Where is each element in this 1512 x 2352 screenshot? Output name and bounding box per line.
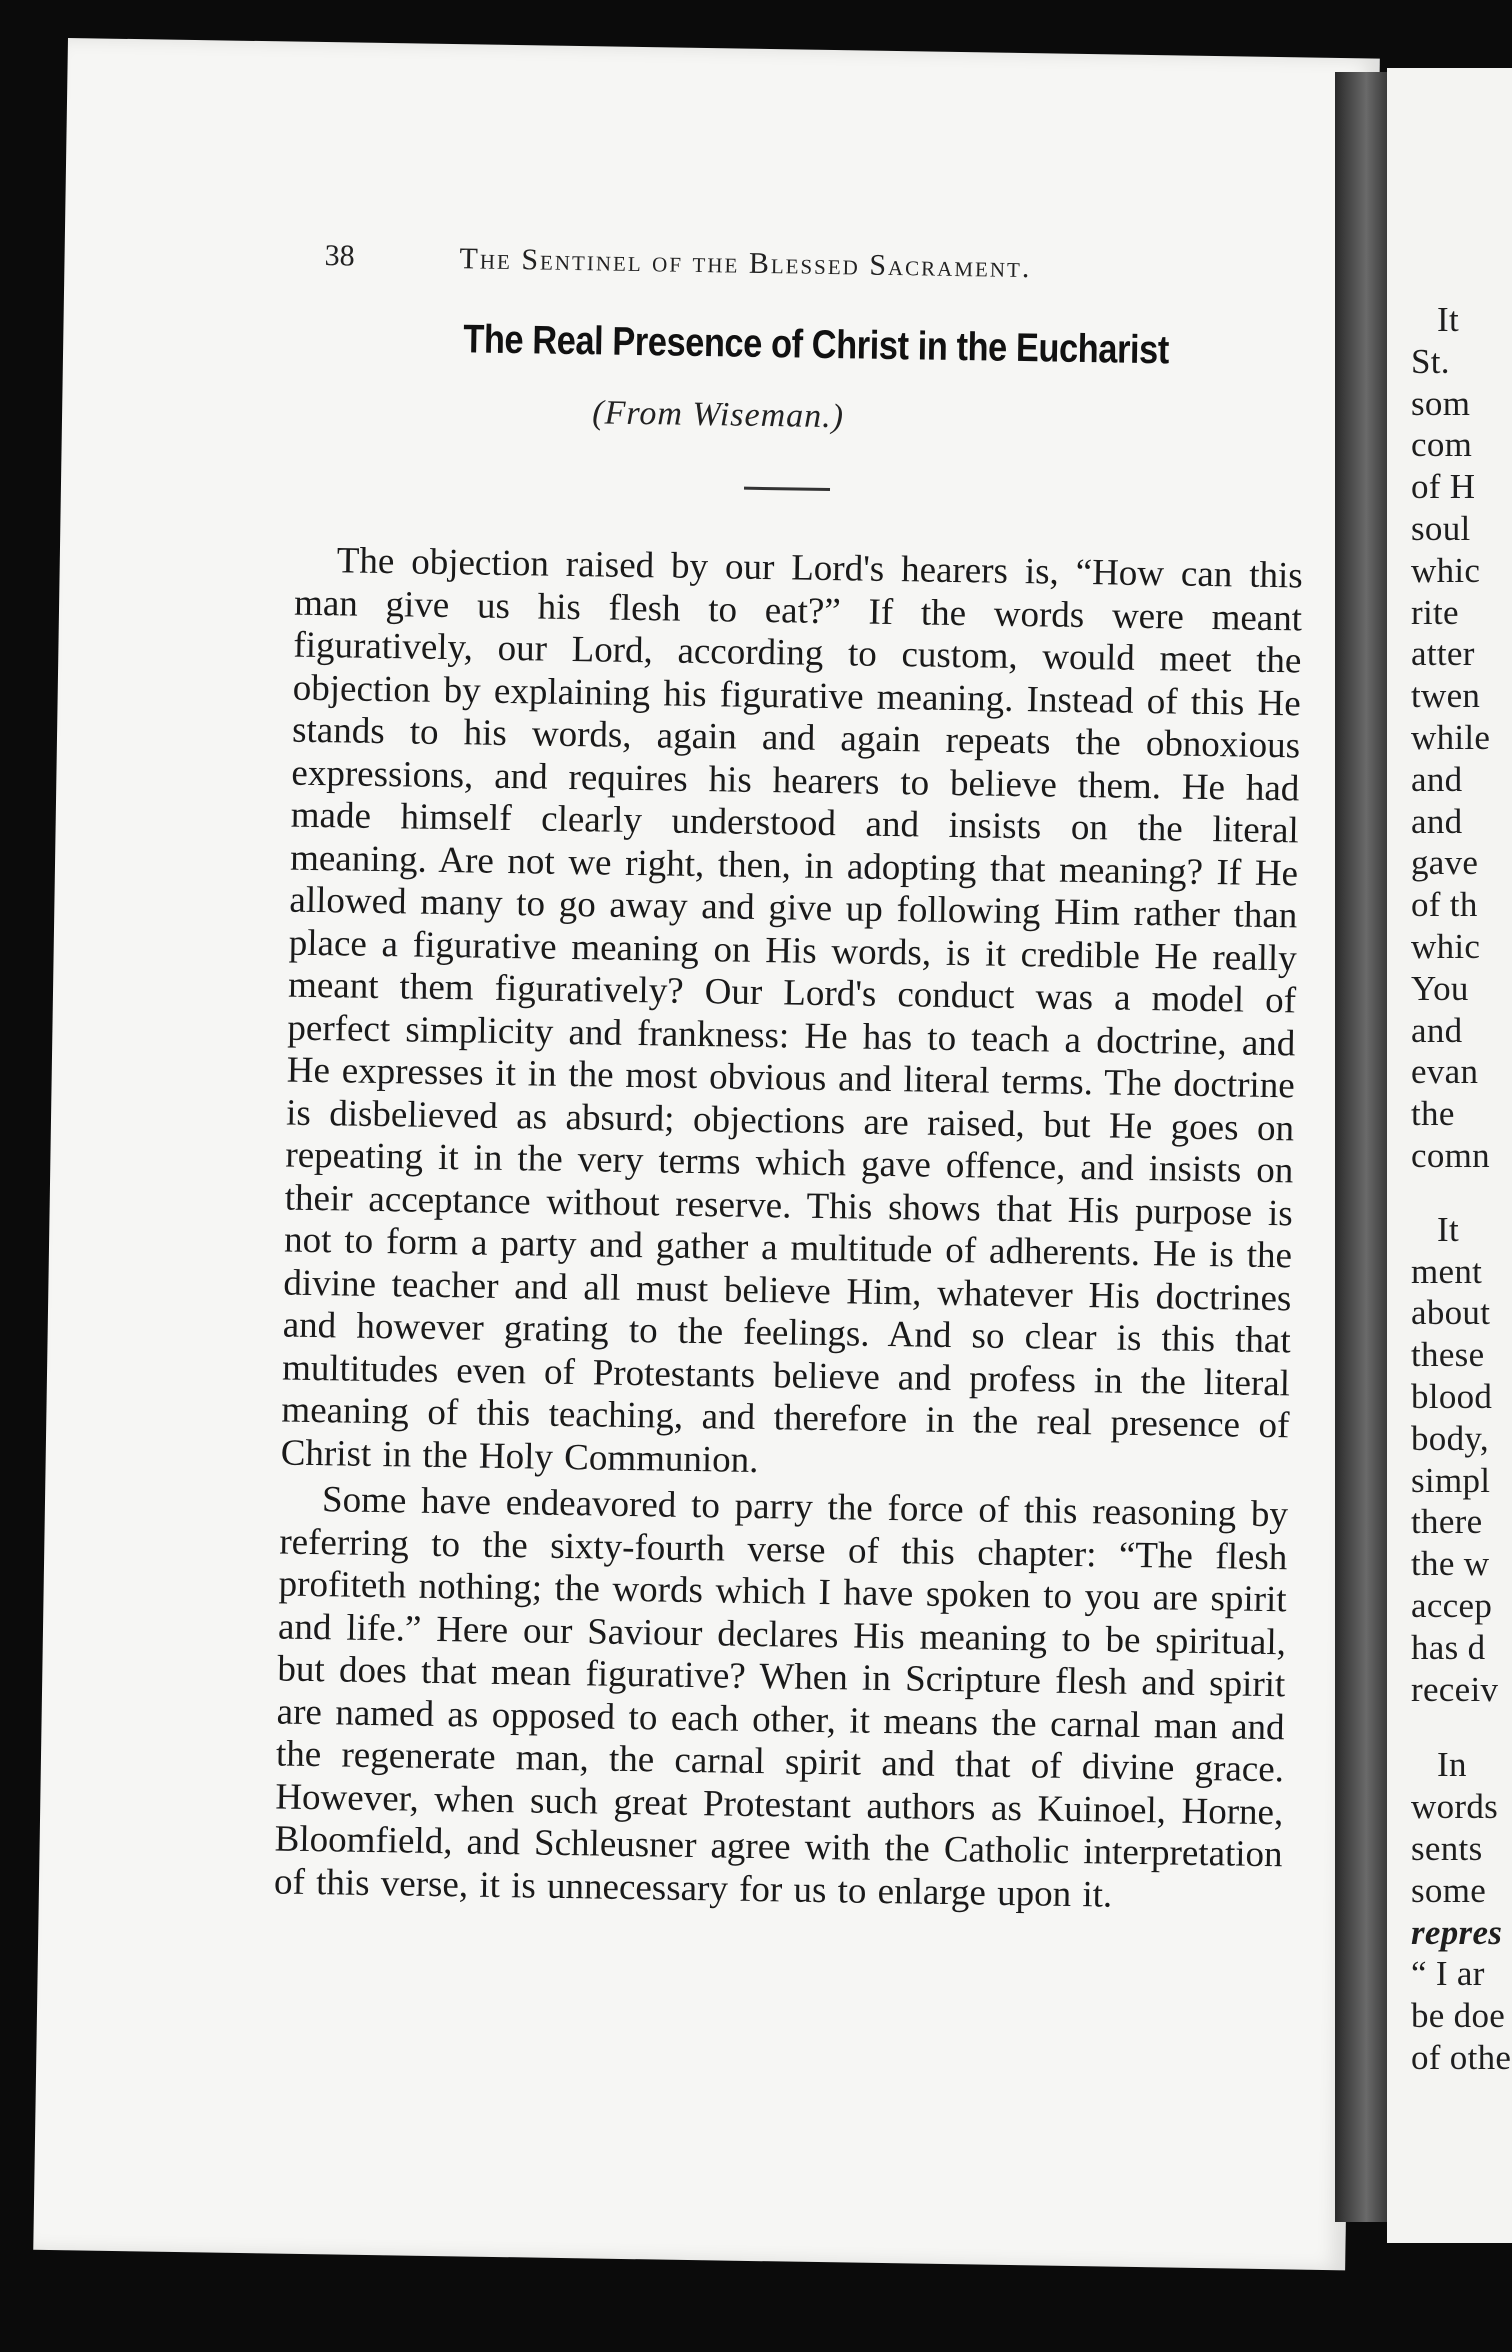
paragraph: Some have endeavored to parry the force of this reasoning by referring to the sixty-fourth verse of this chapter: “The flesh profiteth nothing; the words which I have spoken to you are spirit and life.” Here our Saviour declares His meaning to be spiritual, but does that mean figurative? When in Scripture flesh and spirit are named as opposed to each other, it means the carnal man and the regenerate man, the carnal spirit and that of divine grace. However, when such great Protestant authors as Kuinoel, Horne, Bloomfield, and Schleusner agree with the Catholic interpretation of this verse, it is unnecessary for us to enlarge upon it. xyxy=(273,1479,1289,1916)
facing-page-line: whic xyxy=(1411,550,1481,590)
facing-page-line: evan xyxy=(1411,1052,1479,1092)
facing-page-line: accep xyxy=(1411,1586,1493,1625)
facing-page-line: be doe xyxy=(1411,1996,1506,2036)
facing-page-line: of othe xyxy=(1411,2038,1512,2077)
facing-page-line: soul xyxy=(1411,509,1471,548)
facing-page-line: St. xyxy=(1411,341,1450,381)
facing-page xyxy=(1387,68,1512,2243)
facing-page-line: It xyxy=(1437,1209,1459,1249)
facing-page-line: there xyxy=(1411,1502,1483,1542)
facing-page-line: has d xyxy=(1411,1627,1486,1667)
page-number: 38 xyxy=(324,239,355,273)
facing-page-line: It xyxy=(1437,300,1459,339)
facing-page-line: repres xyxy=(1411,1912,1503,1952)
facing-page-line: sents xyxy=(1411,1829,1483,1868)
facing-page-line: rite xyxy=(1411,592,1459,632)
article-title: The Real Presence of Christ in the Eucharist xyxy=(462,317,1170,373)
facing-page-line: while xyxy=(1411,718,1491,757)
facing-page-line: the xyxy=(1411,1094,1455,1134)
facing-page-line: the w xyxy=(1411,1544,1490,1584)
facing-page-line: and xyxy=(1411,759,1463,799)
book-page xyxy=(33,38,1380,2270)
facing-page-line: of H xyxy=(1411,467,1476,507)
facing-page-line: and xyxy=(1411,1010,1463,1050)
facing-page-line: atter xyxy=(1411,634,1475,674)
facing-page-line: and xyxy=(1411,801,1463,841)
facing-page-line: som xyxy=(1411,383,1471,423)
book-spine-shadow xyxy=(1335,72,1387,2222)
facing-page-line: ment xyxy=(1411,1251,1483,1291)
facing-page-line: comn xyxy=(1411,1136,1490,1175)
facing-page-line: body, xyxy=(1411,1418,1489,1458)
facing-page-line: receiv xyxy=(1411,1669,1499,1709)
facing-page-line: words xyxy=(1411,1787,1499,1827)
facing-page-line: simpl xyxy=(1411,1460,1491,1500)
paragraph: The objection raised by our Lord's hearers is, “How can this man give us his flesh to eat?” If the words were meant figuratively, our Lord, according to custom, would meet the objection by explaining his figurative meaning. Instead of this He stands to his words, again and again repeats the obnoxious expressions, and requires his hearers to believe them. He had made himself clearly understood and insists on the literal meaning. Are not we right, then, in adopting that meaning? If He allowed many to go away and give up following Him rather than place a figurative meaning on His words, is it credible He really meant them figuratively? Our Lord's conduct was a model of perfect simplicity and frankness: He has to teach a doctrine, and He expresses it in the most obvious and literal terms. The doctrine is disbelieved as absurd; objections are raised, but He goes on repeating it in the very terms which gave offence, and insists on their acceptance without reserve. This shows that His purpose is not to form a party and gather a multitude of adherents. He is the divine teacher and all must believe Him, whatever His doctrines and however grating to the feelings. And so clear is this that multitudes even of Protestants believe and profess in the literal meaning of this teaching, and therefore in the real presence of Christ in the Holy Communion. xyxy=(280,540,1304,1481)
facing-page-line: In xyxy=(1437,1745,1467,1785)
facing-page-line: com xyxy=(1411,425,1473,465)
facing-page-line: You xyxy=(1411,968,1469,1008)
facing-page-line: these xyxy=(1411,1335,1485,1375)
title-divider xyxy=(744,487,830,491)
article-body xyxy=(274,540,1303,1924)
facing-page-line: gave xyxy=(1411,843,1479,883)
facing-page-line: some xyxy=(1411,1870,1487,1910)
article-source: (From Wiseman.) xyxy=(592,394,845,436)
facing-page-line: blood xyxy=(1411,1377,1493,1416)
facing-page-line: twen xyxy=(1411,676,1481,716)
running-header: The Sentinel of the Blessed Sacrament. xyxy=(459,242,1032,285)
facing-page-line: “ I ar xyxy=(1411,1954,1485,1994)
facing-page-line: of th xyxy=(1411,885,1478,925)
facing-page-line: whic xyxy=(1411,927,1481,966)
facing-page-line: about xyxy=(1411,1293,1491,1333)
